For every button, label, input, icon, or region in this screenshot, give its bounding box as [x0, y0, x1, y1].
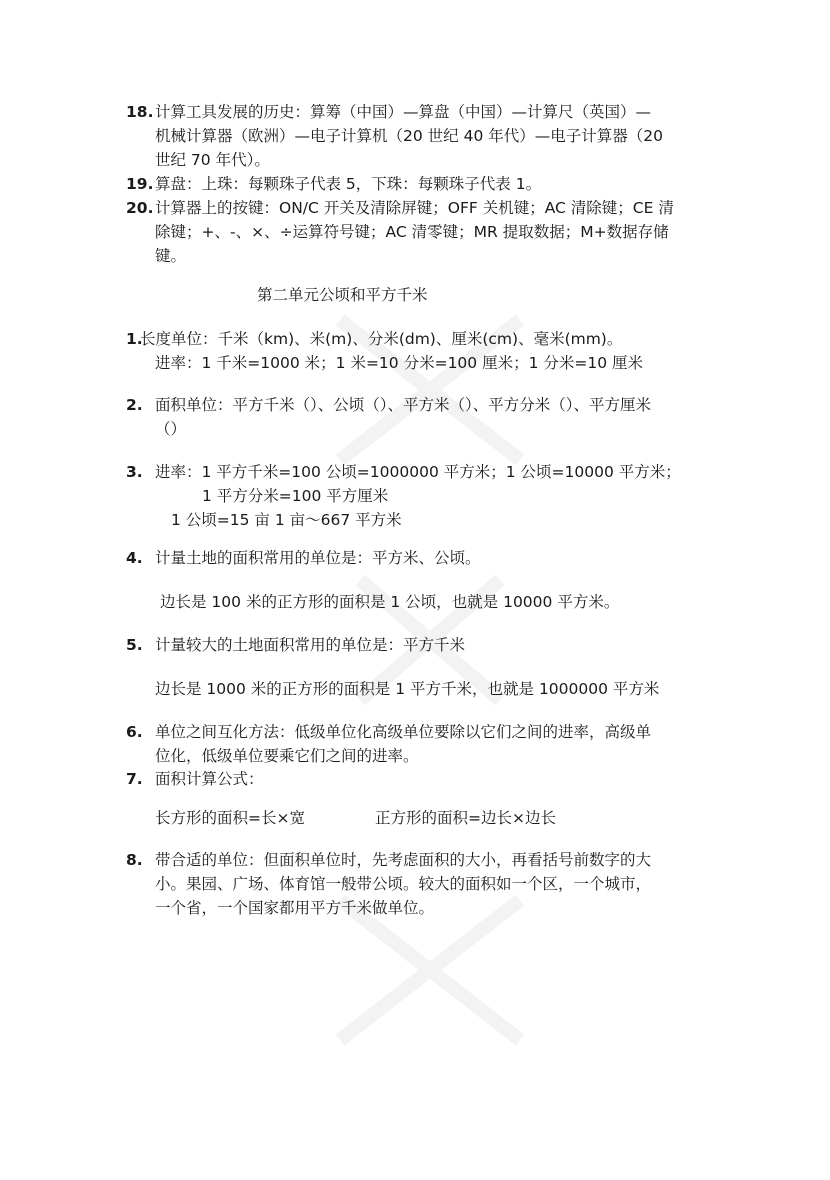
item-text-line: 1 平方分米=100 平方厘米 — [202, 487, 389, 505]
item-text-line: （） — [155, 420, 187, 438]
item-number: 3. — [126, 463, 143, 481]
item-number: 19. — [126, 175, 154, 193]
item-text-line: 计算工具发展的历史：算筹（中国）—算盘（中国）—计算尺（英国）— — [155, 103, 652, 121]
item-text-line: 位化，低级单位要乘它们之间的进率。 — [155, 747, 419, 765]
item-number: 8. — [126, 851, 143, 869]
formula-square: 正方形的面积=边长×边长 — [375, 809, 556, 827]
item-note: 边长是 1000 米的正方形的面积是 1 平方千米，也就是 1000000 平方米 — [155, 680, 660, 698]
item-text-line: 单位之间互化方法：低级单位化高级单位要除以它们之间的进率，高级单 — [155, 723, 652, 741]
item-text-line: 计算器上的按键：ON/C 开关及清除屏键；OFF 关机键；AC 清除键；CE 清 — [155, 199, 674, 217]
item-text-line: 面积计算公式： — [155, 770, 264, 788]
item-text-line: 世纪 70 年代）。 — [155, 151, 270, 169]
section-title: 第二单元公顷和平方千米 — [257, 286, 428, 304]
item-text-line: 计量较大的土地面积常用的单位是：平方千米 — [155, 636, 466, 654]
item-text-line: 长度单位：千米（km)、米(m)、分米(dm)、厘米(cm)、毫米(mm)。 — [140, 330, 623, 348]
item-number: 1. — [126, 330, 143, 348]
item-note: 边长是 100 米的正方形的面积是 1 公顷，也就是 10000 平方米。 — [160, 593, 620, 611]
item-number: 20. — [126, 199, 154, 217]
item-number: 7. — [126, 770, 143, 788]
item-text-line: 进率：1 千米=1000 米；1 米=10 分米=100 厘米；1 分米=10 厘米 — [155, 354, 644, 372]
item-number: 4. — [126, 549, 143, 567]
item-text-line: 计量土地的面积常用的单位是：平方米、公顷。 — [155, 549, 481, 567]
item-number: 2. — [126, 396, 143, 414]
item-text-line: 除键；+、-、×、÷运算符号键；AC 清零键；MR 提取数据；M+数据存储 — [155, 223, 669, 241]
formula-rectangle: 长方形的面积=长×宽 — [155, 809, 305, 827]
item-text-line: 键。 — [155, 247, 187, 265]
item-number: 5. — [126, 636, 143, 654]
item-text-line: 1 公顷=15 亩 1 亩～667 平方米 — [171, 511, 402, 529]
item-text-line: 带合适的单位：但面积单位时，先考虑面积的大小，再看括号前数字的大 — [155, 851, 652, 869]
item-text-line: 进率：1 平方千米=100 公顷=1000000 平方米；1 公顷=10000 平方米； — [155, 463, 681, 481]
item-text-line: 小。果园、广场、体育馆一般带公顷。较大的面积如一个区，一个城市， — [155, 875, 652, 893]
item-text-line: 机械计算器（欧洲）—电子计算机（20 世纪 40 年代）—电子计算器（20 — [155, 127, 663, 145]
item-number: 6. — [126, 723, 143, 741]
item-text-line: 面积单位：平方千米（）、公顷（）、平方米（）、平方分米（）、平方厘米 — [155, 396, 652, 414]
item-text-line: 一个省，一个国家都用平方千米做单位。 — [155, 899, 435, 917]
item-text-line: 算盘：上珠：每颗珠子代表 5，下珠：每颗珠子代表 1。 — [155, 175, 542, 193]
item-number: 18. — [126, 103, 154, 121]
